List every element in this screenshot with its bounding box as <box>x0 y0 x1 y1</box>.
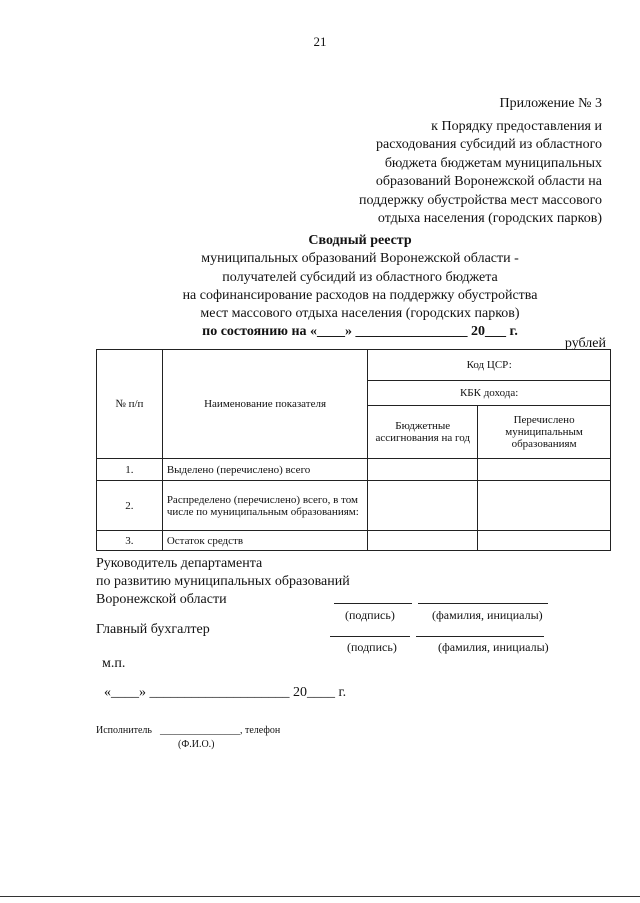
head-name-line <box>418 603 548 604</box>
row-budget-cell <box>368 481 478 531</box>
table-row <box>97 459 611 481</box>
signing-date: «____» ____________________ 20____ г. <box>104 685 347 700</box>
row-name: Остаток средств <box>162 531 368 551</box>
header-kbk: КБК дохода: <box>368 381 611 406</box>
accountant-name-caption: (фамилия, инициалы) <box>438 640 549 654</box>
accountant-signature-line <box>330 636 410 637</box>
appendix-title: Приложение № 3 <box>499 96 602 111</box>
executor-fio-caption: (Ф.И.О.) <box>178 739 215 750</box>
appendix-reference <box>359 118 602 228</box>
accountant-title: Главный бухгалтер <box>96 622 210 637</box>
appendix-line: отдыха населения (городских парков) <box>377 211 602 227</box>
heading-line: муниципальных образований Воронежской области - <box>201 251 519 267</box>
appendix-line: поддержку обустройства мест массового <box>359 192 602 208</box>
appendix-line: образований Воронежской области на <box>375 174 602 190</box>
appendix-line: бюджета бюджетам муниципальных <box>384 155 602 171</box>
appendix-line: к Порядку предоставления и <box>431 119 602 134</box>
row-transferred-cell <box>478 481 611 531</box>
heading-line: мест массового отдыха населения (городских парков) <box>200 306 520 322</box>
head-signature-caption: (подпись) <box>345 608 395 622</box>
page-bottom-border <box>0 896 640 897</box>
register-table <box>96 349 611 551</box>
accountant-signature-caption: (подпись) <box>347 640 397 654</box>
heading-line: получателей субсидий из областного бюджета <box>222 269 498 285</box>
row-num: 3. <box>97 531 163 551</box>
head-signature-line <box>334 603 412 604</box>
head-title-line2: по развитию муниципальных образований <box>96 574 350 589</box>
head-name-caption: (фамилия, инициалы) <box>432 608 543 622</box>
row-budget-cell <box>368 531 478 551</box>
accountant-name-line <box>416 636 544 637</box>
page-number: 21 <box>313 34 327 49</box>
header-name: Наименование показателя <box>162 350 368 459</box>
table-row <box>97 531 611 551</box>
row-transferred-cell <box>478 531 611 551</box>
table-row <box>97 481 611 531</box>
row-transferred-cell <box>478 459 611 481</box>
row-budget-cell <box>368 459 478 481</box>
row-num: 2. <box>97 481 163 531</box>
row-name: Распределено (перечислено) всего, в том числе по муниципальным образованиям: <box>162 481 368 531</box>
header-kod-csr: Код ЦСР: <box>368 350 611 381</box>
as-of-date: по состоянию на «____» ________________ 20___ г. <box>202 324 518 340</box>
header-budget: Бюджетные ассигнования на год <box>368 406 478 459</box>
head-title-line3: Воронежской области <box>96 592 227 607</box>
document-title: Сводный реестр <box>308 233 412 248</box>
appendix-line: расходования субсидий из областного <box>376 137 602 153</box>
executor-phone: ________________, телефон <box>160 725 281 736</box>
row-name: Выделено (перечислено) всего <box>162 459 368 481</box>
executor-label: Исполнитель <box>96 725 152 736</box>
row-num: 1. <box>97 459 163 481</box>
header-transferred: Перечислено муниципальным образованиям <box>478 406 611 459</box>
currency-unit: рублей <box>564 336 606 351</box>
head-title-line1: Руководитель департамента <box>96 556 263 571</box>
stamp-place: м.п. <box>102 656 126 671</box>
header-num: № п/п <box>97 350 163 459</box>
document-heading <box>0 232 640 342</box>
heading-line: на софинансирование расходов на поддержку обустройства <box>182 287 538 303</box>
